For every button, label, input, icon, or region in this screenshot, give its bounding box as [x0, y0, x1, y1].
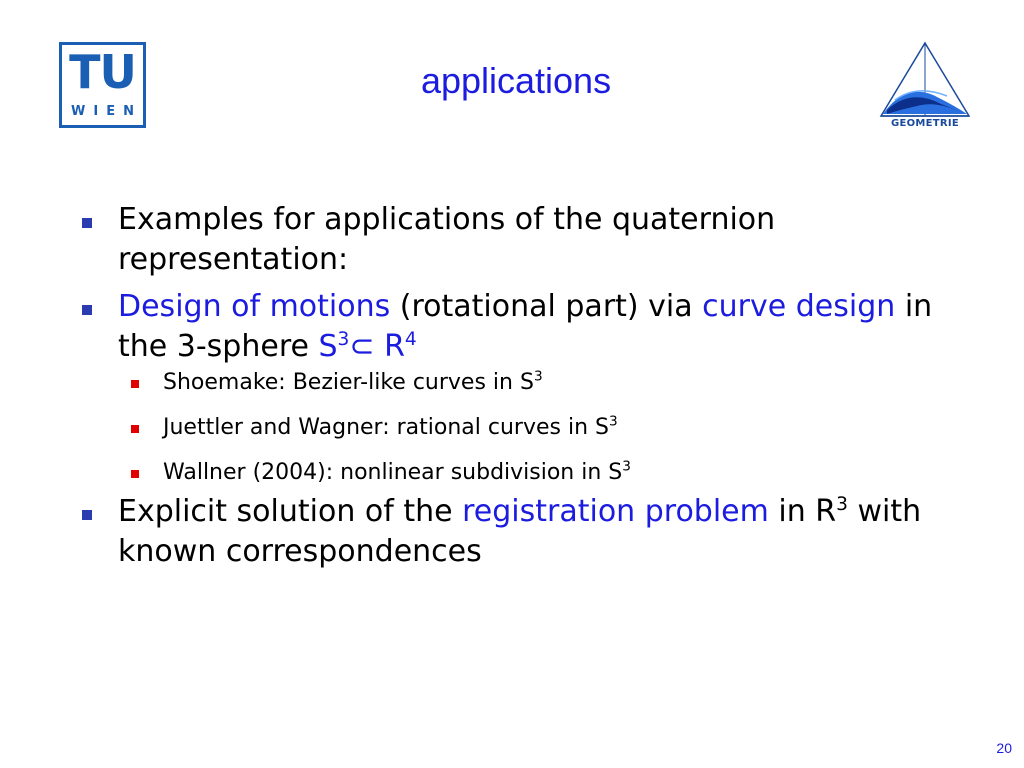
bullet-square-icon [82, 218, 92, 228]
sub-bullet-item-3 [80, 458, 960, 488]
bullet-item-3 [80, 492, 960, 572]
bullet-3-text-2: in R [768, 494, 837, 529]
bullet-2-highlight-1: Design of motions [118, 289, 391, 324]
geometrie-logo-icon [877, 40, 973, 120]
bullet-3-exponent: 3 [836, 494, 848, 515]
page-number: 20 [996, 740, 1012, 756]
geometrie-logo-label: GEOMETRIE [890, 118, 960, 129]
bullet-1-text: Examples for applications of the quaternion representation: [118, 202, 776, 277]
bullet-2-text-2: in the 3-sphere [118, 289, 933, 364]
sub-bullet-3-text: Wallner (2004): nonlinear subdivision in S [163, 460, 623, 485]
sub-bullet-2-exponent: 3 [608, 413, 618, 430]
bullet-3-text-3: with known correspondences [118, 494, 922, 569]
math-r: R [374, 329, 405, 364]
math-s: S [318, 329, 338, 364]
sub-bullet-1-exponent: 3 [533, 368, 543, 385]
slide-title: applications [420, 60, 612, 101]
math-s-exponent: 3 [337, 329, 350, 350]
sub-bullet-square-icon [131, 380, 139, 388]
sub-bullet-list [80, 368, 960, 488]
bullet-3-highlight: registration problem [462, 494, 769, 529]
bullet-list [80, 200, 960, 579]
bullet-square-icon [82, 510, 92, 520]
sub-bullet-1-text: Shoemake: Bezier-like curves in S [163, 370, 534, 395]
bullet-2-highlight-2: curve design [702, 289, 896, 324]
bullet-3-text-1: Explicit solution of the [118, 494, 463, 529]
sub-bullet-square-icon [131, 425, 139, 433]
bullet-2-math [319, 329, 417, 364]
sub-bullet-item-2 [80, 413, 960, 443]
geometrie-logo [877, 40, 973, 132]
sub-bullet-3-exponent: 3 [622, 458, 631, 475]
sub-bullet-2-text: Juettler and Wagner: rational curves in S [163, 415, 609, 440]
bullet-item-1 [80, 200, 960, 280]
bullet-item-2 [80, 287, 960, 367]
bullet-square-icon [82, 305, 92, 315]
tu-wien-logo-wien: WIEN [71, 104, 142, 119]
sub-bullet-square-icon [131, 470, 139, 478]
math-r-exponent: 4 [404, 329, 417, 350]
bullet-2-text-1: (rotational part) via [390, 289, 703, 324]
tu-wien-logo-tu: TU [69, 45, 136, 99]
math-subset: ⊂ [349, 329, 375, 364]
sub-bullet-item-1 [80, 368, 960, 398]
